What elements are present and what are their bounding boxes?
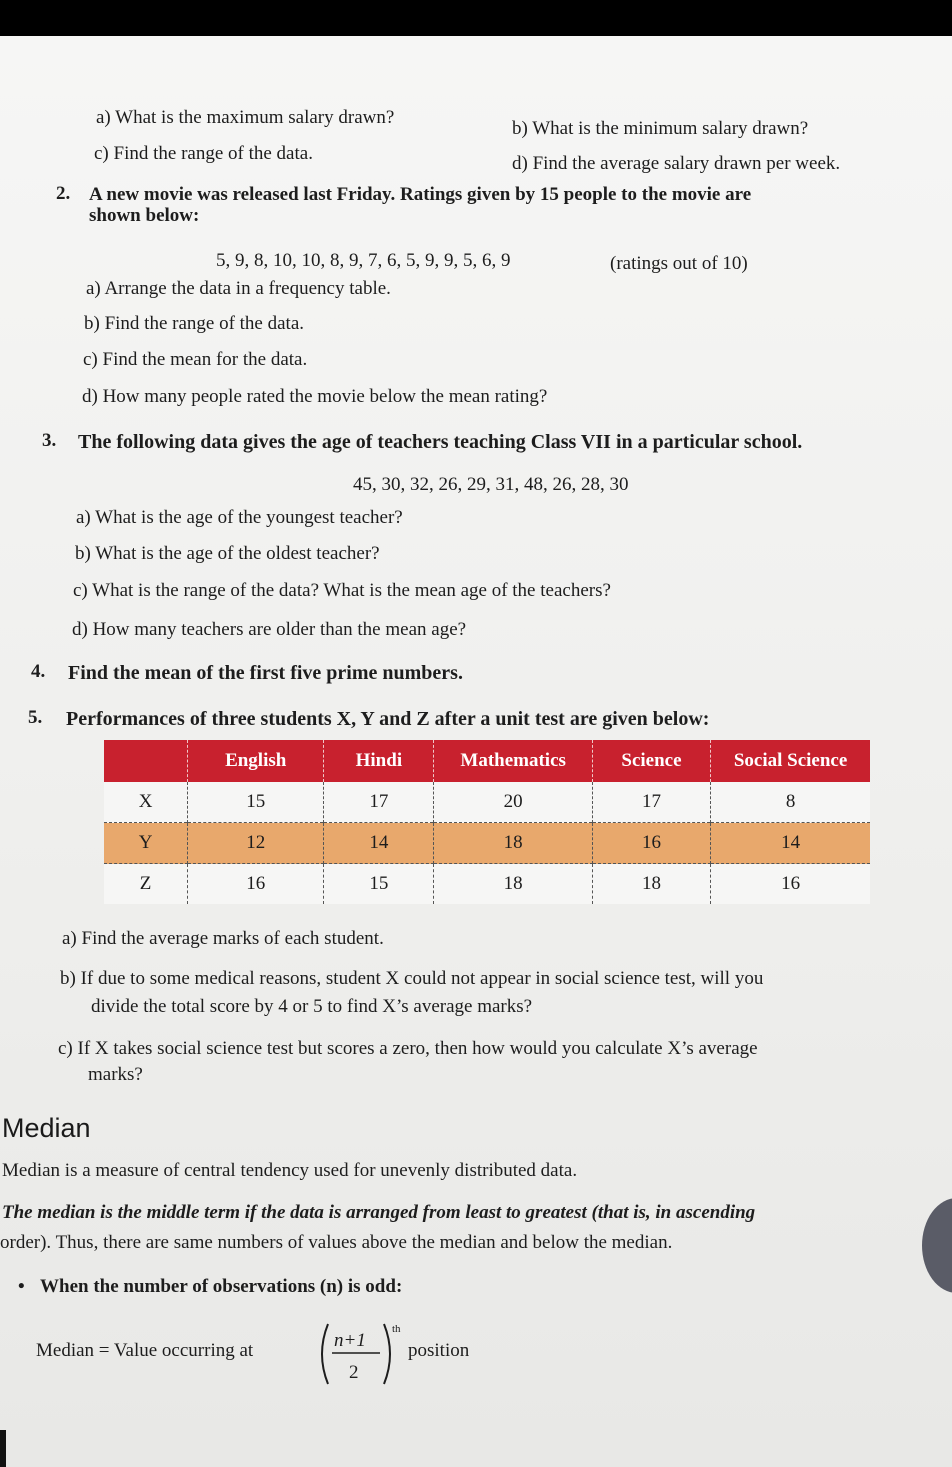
left-parenthesis xyxy=(322,1324,328,1384)
q3-part-a: a) What is the age of the youngest teacher? xyxy=(76,507,403,528)
table-row xyxy=(104,782,870,823)
q2-part-b: b) Find the range of the data. xyxy=(84,313,305,334)
section-title-median: Median xyxy=(2,1113,91,1143)
table-cell: 18 xyxy=(434,864,592,905)
table-row xyxy=(104,864,870,905)
q3-number: 3. xyxy=(42,430,57,451)
odd-case-heading: When the number of observations (n) is odd: xyxy=(40,1276,403,1297)
q5-part-b-line2: divide the total score by 4 or 5 to find X’s average marks? xyxy=(91,996,533,1017)
q2-part-c: c) Find the mean for the data. xyxy=(83,349,308,370)
q2-heading-line2: shown below: xyxy=(89,205,200,226)
table-cell-student: Y xyxy=(104,823,188,864)
table-header-social-science: Social Science xyxy=(711,740,870,782)
q3-heading: The following data gives the age of teachers teaching Class VII in a particular school. xyxy=(78,431,803,453)
median-explanation-line2: order). Thus, there are same numbers of values above the median and below the median. xyxy=(0,1232,673,1253)
page-edge-shadow xyxy=(0,1430,6,1467)
table-cell: 17 xyxy=(592,782,710,823)
median-formula-position: position xyxy=(408,1340,470,1361)
superscript-th: th xyxy=(392,1323,401,1335)
table-header-hindi: Hindi xyxy=(324,740,434,782)
q2-note: (ratings out of 10) xyxy=(610,253,748,274)
table-header-english: English xyxy=(188,740,324,782)
q4-heading: Find the mean of the first five prime numbers. xyxy=(68,662,463,684)
q3-part-d: d) How many teachers are older than the mean age? xyxy=(72,619,467,640)
bullet-icon: • xyxy=(18,1276,25,1297)
fraction-numerator: n+1 xyxy=(334,1330,366,1351)
q3-part-b: b) What is the age of the oldest teacher? xyxy=(75,543,380,564)
table-cell-student: X xyxy=(104,782,188,823)
fraction-denominator: 2 xyxy=(349,1362,359,1383)
q5-heading: Performances of three students X, Y and Z after a unit test are given below: xyxy=(66,708,710,730)
q2-part-a: a) Arrange the data in a frequency table. xyxy=(86,278,391,299)
q3-data: 45, 30, 32, 26, 29, 31, 48, 26, 28, 30 xyxy=(353,474,629,495)
median-formula-label: Median = Value occurring at xyxy=(36,1340,254,1361)
table-cell: 16 xyxy=(188,864,324,905)
table-cell: 17 xyxy=(324,782,434,823)
q5-part-c-line1: c) If X takes social science test but scores a zero, then how would you calculate X’s average xyxy=(58,1038,758,1059)
q1-part-b: b) What is the minimum salary drawn? xyxy=(512,118,809,139)
table-cell: 16 xyxy=(711,864,870,905)
q5-part-c-line2: marks? xyxy=(88,1064,143,1085)
median-fraction-formula xyxy=(316,1318,406,1390)
table-header-mathematics: Mathematics xyxy=(434,740,592,782)
table-cell: 15 xyxy=(188,782,324,823)
q1-part-c: c) Find the range of the data. xyxy=(94,143,313,164)
table-cell: 20 xyxy=(434,782,592,823)
q2-number: 2. xyxy=(56,183,71,204)
table-cell: 15 xyxy=(324,864,434,905)
table-row xyxy=(104,823,870,864)
right-parenthesis xyxy=(384,1324,390,1384)
q5-part-a: a) Find the average marks of each student. xyxy=(62,928,384,949)
table-header-blank xyxy=(104,740,188,782)
q1-part-a: a) What is the maximum salary drawn? xyxy=(96,107,395,128)
q2-heading-line1: A new movie was released last Friday. Ratings given by 15 people to the movie are xyxy=(89,184,752,205)
table-cell: 16 xyxy=(592,823,710,864)
q1-part-d: d) Find the average salary drawn per week. xyxy=(512,153,841,174)
q3-part-c: c) What is the range of the data? What is the mean age of the teachers? xyxy=(73,580,611,601)
median-explanation-line1: The median is the middle term if the data is arranged from least to greatest (that is, in ascending xyxy=(2,1202,756,1223)
table-cell-student: Z xyxy=(104,864,188,905)
table-header-science: Science xyxy=(592,740,710,782)
q4-number: 4. xyxy=(31,661,46,682)
q2-data: 5, 9, 8, 10, 10, 8, 9, 7, 6, 5, 9, 9, 5, 6, 9 xyxy=(216,250,511,271)
table-cell: 18 xyxy=(592,864,710,905)
marks-table xyxy=(104,740,870,904)
table-cell: 14 xyxy=(324,823,434,864)
table-cell: 18 xyxy=(434,823,592,864)
q2-part-d: d) How many people rated the movie below the mean rating? xyxy=(82,386,548,407)
table-cell: 14 xyxy=(711,823,870,864)
q5-number: 5. xyxy=(28,707,43,728)
median-definition: Median is a measure of central tendency used for unevenly distributed data. xyxy=(2,1160,578,1181)
table-cell: 8 xyxy=(711,782,870,823)
q5-part-b-line1: b) If due to some medical reasons, student X could not appear in social science test, will you xyxy=(60,968,764,989)
table-cell: 12 xyxy=(188,823,324,864)
table-header-row xyxy=(104,740,870,782)
